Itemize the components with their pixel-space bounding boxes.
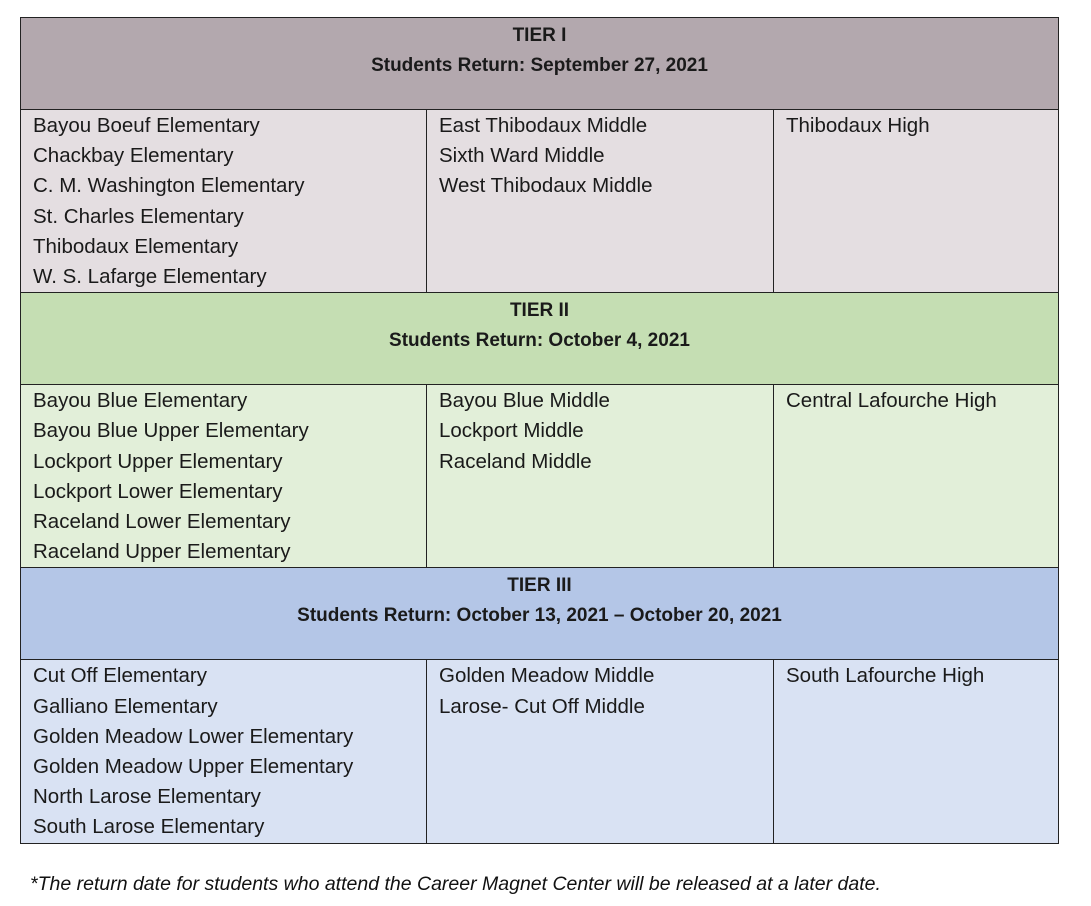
tier-1-high-cell	[774, 110, 1059, 293]
tier-3-return-date: Students Return: October 13, 2021 – October 20, 2021	[297, 605, 782, 627]
tier-1-elementary-cell	[21, 110, 427, 293]
school-name: West Thibodaux Middle	[439, 174, 653, 198]
school-name: Larose- Cut Off Middle	[439, 694, 645, 718]
school-name: Lockport Middle	[439, 419, 584, 443]
tier-1-middle-cell	[427, 110, 774, 293]
tier-2-schools-row	[21, 385, 1059, 568]
tier-3-header	[21, 568, 1059, 660]
tier-2-return-date: Students Return: October 4, 2021	[389, 330, 690, 352]
tier-2-elementary-cell	[21, 385, 427, 568]
school-name: St. Charles Elementary	[33, 204, 244, 228]
school-name: Bayou Blue Elementary	[33, 389, 248, 413]
tier-3-high-cell	[774, 660, 1059, 843]
school-name: Golden Meadow Middle	[439, 664, 655, 688]
tier-schedule-table	[20, 17, 1059, 844]
school-name: Bayou Blue Middle	[439, 389, 610, 413]
tier-1-return-date: Students Return: September 27, 2021	[371, 55, 708, 76]
school-name: East Thibodaux Middle	[439, 114, 648, 137]
school-name: Central Lafourche High	[786, 389, 997, 413]
tier-1-header	[21, 18, 1059, 110]
school-name: Lockport Upper Elementary	[33, 449, 283, 473]
tier-3-middle-cell	[427, 660, 774, 843]
school-name: Chackbay Elementary	[33, 144, 234, 168]
school-name: North Larose Elementary	[33, 785, 261, 809]
school-name: South Lafourche High	[786, 664, 985, 688]
school-name: W. S. Lafarge Elementary	[33, 265, 267, 289]
school-name: Cut Off Elementary	[33, 664, 207, 688]
footnote: *The return date for students who attend the Career Magnet Center will be released at a later date.	[30, 873, 881, 895]
school-name: Bayou Blue Upper Elementary	[33, 419, 309, 443]
tier-2-high-cell	[774, 385, 1059, 568]
school-name: Galliano Elementary	[33, 694, 218, 718]
school-name: Lockport Lower Elementary	[33, 479, 283, 503]
tier-3-header-row	[21, 568, 1059, 660]
school-name: Raceland Middle	[439, 449, 592, 473]
tier-2-header	[21, 293, 1059, 385]
tier-2-middle-cell	[427, 385, 774, 568]
tier-3-elementary-cell	[21, 660, 427, 843]
tier-1-schools-row	[21, 110, 1059, 293]
tier-3-schools-row	[21, 660, 1059, 843]
school-name: Sixth Ward Middle	[439, 144, 605, 168]
school-name: South Larose Elementary	[33, 815, 265, 839]
tier-1-title: TIER I	[512, 25, 567, 46]
school-name: Golden Meadow Upper Elementary	[33, 755, 354, 779]
tier-2-header-row	[21, 293, 1059, 385]
tier-3-title: TIER III	[507, 575, 572, 597]
school-name: Bayou Boeuf Elementary	[33, 114, 260, 137]
school-name: Raceland Lower Elementary	[33, 510, 291, 534]
school-name: Thibodaux High	[786, 114, 930, 137]
school-name: C. M. Washington Elementary	[33, 174, 305, 198]
school-name: Raceland Upper Elementary	[33, 540, 291, 564]
school-name: Thibodaux Elementary	[33, 234, 239, 258]
tier-2-title: TIER II	[509, 300, 570, 322]
tier-1-header-row	[21, 18, 1059, 110]
school-name: Golden Meadow Lower Elementary	[33, 724, 354, 748]
